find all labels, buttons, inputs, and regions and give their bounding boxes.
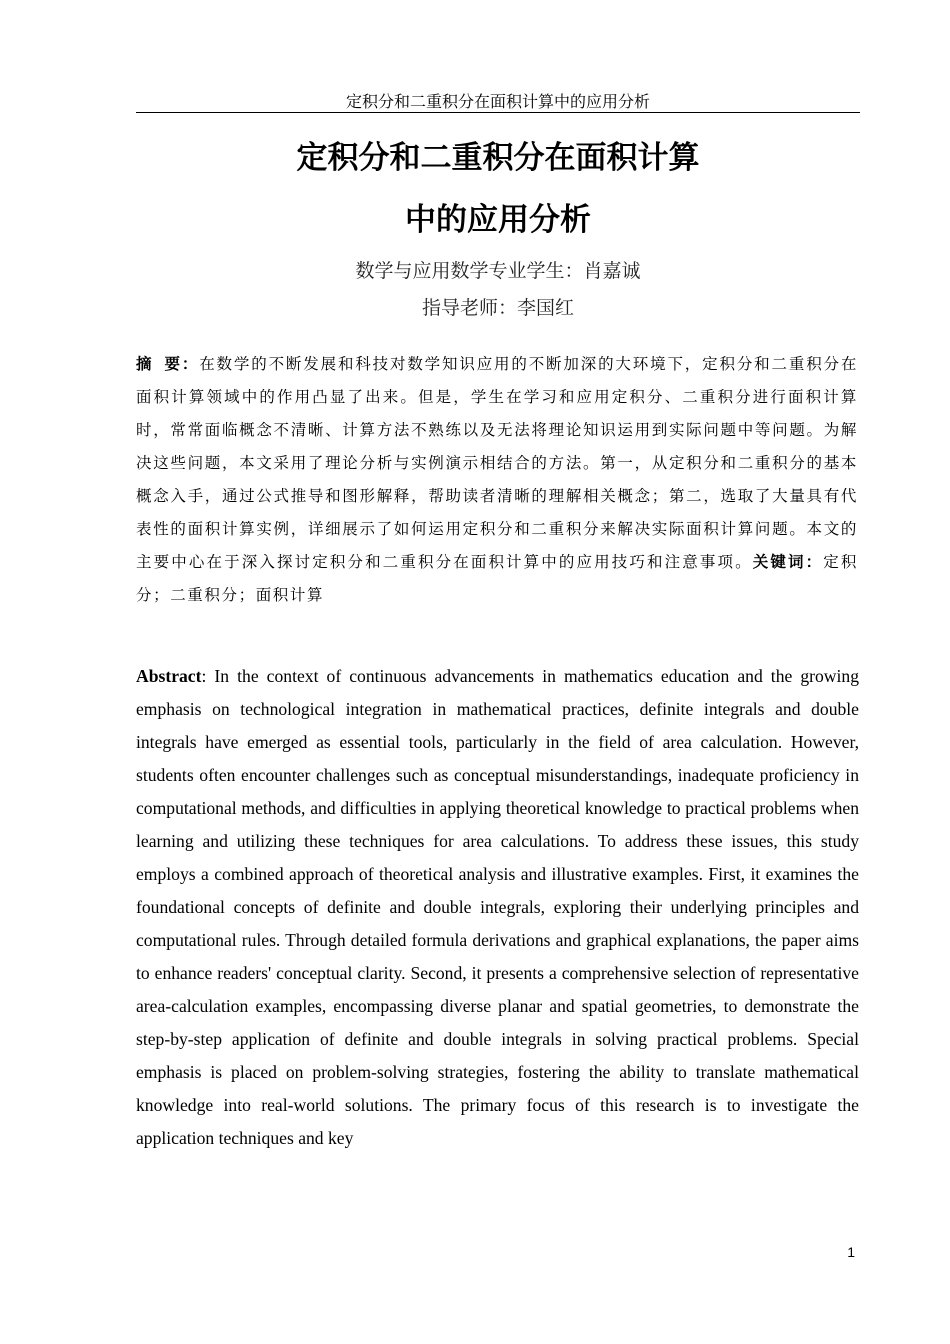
advisor-line: 指导老师：李国红 [421, 297, 574, 319]
paper-title-line-2: 中的应用分析 [405, 202, 591, 238]
page-number: 1 [847, 1244, 855, 1260]
keywords-label: 关键词： [752, 553, 824, 571]
running-header: 定积分和二重积分在面积计算中的应用分析 [345, 92, 650, 111]
paper-title-line-1: 定积分和二重积分在面积计算 [296, 140, 700, 176]
chinese-abstract [136, 348, 858, 612]
english-abstract-text: : In the context of continuous advancements in mathematics education and the growing emphasis on technological integration in mathematical practices, definite integrals and double integrals have emerged as essential tools, particularly in the field of area calculation. However, students often encounter challenges such as conceptual misunderstandings, inadequate proficiency in computational methods, and difficulties in applying theoretical knowledge to practical problems when learning and utilizing these techniques for area calculations. To address these issues, this study employs a combined approach of theoretical analysis and illustrative examples. First, it examines the foundational concepts of definite and double integrals, exploring their underlying principles and computational rules. Through detailed formula derivations and graphical explanations, the paper aims to enhance readers' conceptual clarity. Second, it presents a comprehensive selection of representative area-calculation examples, encompassing diverse planar and spatial geometries, to demonstrate the step-by-step application of definite and double integrals in solving practical problems. Special emphasis is placed on problem-solving strategies, fostering the ability to translate mathematical knowledge into real-world solutions. The primary focus of this research is to investigate the application techniques and key [136, 666, 859, 1148]
chinese-abstract-label: 摘 要： [136, 355, 200, 373]
keywords-text: 定积分；二重积分；面积计算 [136, 553, 859, 604]
english-abstract [136, 660, 859, 1155]
english-abstract-label: Abstract [136, 666, 202, 686]
header-rule [136, 112, 860, 113]
chinese-abstract-text: 在数学的不断发展和科技对数学知识应用的不断加深的大环境下，定积分和二重积分在面积计算领域中的作用凸显了出来。但是，学生在学习和应用定积分、二重积分进行面积计算时，常常面临概念不清晰、计算方法不熟练以及无法将理论知识运用到实际问题中等问题。为解决这些问题，本文采用了理论分析与实例演示相结合的方法。第一，从定积分和二重积分的基本概念入手，通过公式推导和图形解释，帮助读者清晰的理解相关概念；第二，选取了大量具有代表性的面积计算实例，详细展示了如何运用定积分和二重积分来解决实际面积计算问题。本文的主要中心在于深入探讨定积分和二重积分在面积计算中的应用技巧和注意事项。 [136, 355, 858, 571]
author-line: 数学与应用数学专业学生：肖嘉诚 [355, 260, 641, 282]
